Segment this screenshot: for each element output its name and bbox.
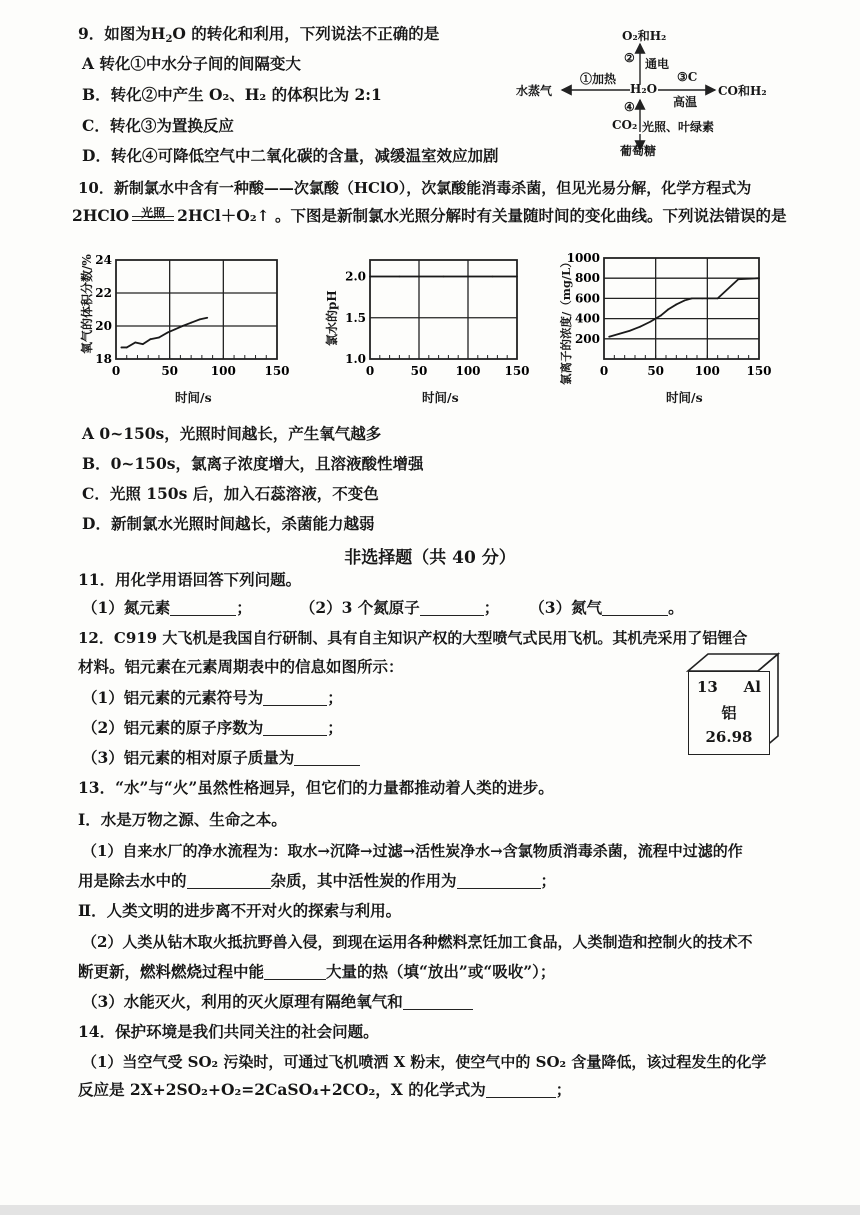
diagram-right: CO和H₂ xyxy=(718,84,767,98)
q10-line2-text: 。下图是新制氯水光照分解时有关量随时间的变化曲线。下列说法错误的是 xyxy=(275,206,787,225)
element-number: 13 xyxy=(697,678,718,696)
q10-line1: 10．新制氯水中含有一种酸——次氯酸（HClO），次氯酸能消毒杀菌，但见光易分解，化学方程式为 xyxy=(78,179,752,197)
element-name: 铝 xyxy=(721,704,737,722)
diagram-n2: ② xyxy=(624,51,635,65)
q11-part2-label: （2）3 个氮原子 xyxy=(299,598,420,617)
q9-stem: 9．如图为$H_2O$ 的转化和利用，下列说法不正确的是 xyxy=(78,24,440,45)
q13-blank-4[interactable] xyxy=(403,994,473,1010)
chart-xtick-label: 50 xyxy=(647,364,665,378)
q12-part2: （2）铝元素的原子序数为 ； xyxy=(82,718,343,737)
q10-option-d: D．新制氯水光照时间越长，杀菌能力越弱 xyxy=(82,514,375,533)
diagram-left: 水蒸气 xyxy=(516,84,553,98)
q13-section-1: Ⅰ．水是万物之源、生命之本。 xyxy=(78,810,287,829)
chart-data-point xyxy=(691,298,693,300)
chart-ytick-label: 400 xyxy=(574,311,600,326)
diagram-elec: 通电 xyxy=(645,57,670,71)
chart-ytick-label: 800 xyxy=(574,271,600,286)
q13-part2-line2: 断更新，燃料燃烧过程中能 大量的热（填“放出”或“吸收”）； xyxy=(78,962,556,981)
q12-line1: 12．C919 大飞机是我国自行研制、具有自主知识产权的大型喷气式民用飞机。其机壳采用了铝锂合 xyxy=(78,629,748,647)
eq-left: 2HClO xyxy=(72,206,130,225)
q13-part2-line1: （2）人类从钻木取火抵抗野兽入侵，到现在运用各种燃料烹饪加工食品，人类制造和控制火的技术不 xyxy=(82,933,753,951)
q12-part3: （3）铝元素的相对原子质量为 xyxy=(82,748,360,768)
q13-blank-2[interactable] xyxy=(457,873,541,889)
q9-option-b: B．转化②中产生 O₂、H₂ 的体积比为 2:1 xyxy=(82,85,382,104)
chart-oxygen-svg xyxy=(0,0,860,420)
diagram-top: O₂和H₂ xyxy=(622,29,667,43)
q13-blank-3[interactable] xyxy=(264,964,326,980)
chart-data-point xyxy=(443,276,445,278)
chart-xtick-label: 100 xyxy=(694,364,720,378)
chart-data-point xyxy=(182,325,184,327)
q11-blank-3[interactable] xyxy=(602,600,668,616)
diagram-co2: CO₂ xyxy=(612,118,638,132)
diagram-light: 光照、叶绿素 xyxy=(642,120,715,134)
chart-xtick-label: 100 xyxy=(455,364,481,378)
q13-part3: （3）水能灭火，利用的灭火原理有隔绝氧气和 xyxy=(82,992,473,1012)
chart-data-point xyxy=(399,276,401,278)
chart-ytick-label: 20 xyxy=(95,319,112,333)
element-symbol: Al xyxy=(743,678,761,696)
diagram-high-temp: 高温 xyxy=(673,95,698,109)
element-card-aluminum xyxy=(688,671,770,755)
q11-stem: 11．用化学用语回答下列问题。 xyxy=(78,570,302,589)
diagram-center: H₂O xyxy=(630,82,658,96)
chart-ytick-label: 200 xyxy=(574,331,600,346)
chart-data-point xyxy=(701,298,703,300)
chart-ytick-label: 2.0 xyxy=(345,269,366,284)
chart-data-point xyxy=(418,276,420,278)
page-bottom-edge xyxy=(0,1205,860,1215)
chart-series-line xyxy=(121,318,207,348)
element-mass: 26.98 xyxy=(705,728,753,746)
q11-blank-2[interactable] xyxy=(420,600,484,616)
chart-data-point xyxy=(467,276,469,278)
chart-data-point xyxy=(199,319,201,321)
chart-data-point xyxy=(492,276,494,278)
chart-oxygen-ylabel: 氧气的体积分数/% xyxy=(80,254,94,354)
q13-section-2: Ⅱ．人类文明的进步离不开对火的探索与利用。 xyxy=(78,901,402,920)
chart-ph-ylabel: 氯水的pH xyxy=(325,290,339,346)
chart-xtick-label: 150 xyxy=(264,364,290,378)
q12-line2: 材料。铝元素在元素周期表中的信息如图所示： xyxy=(78,657,404,676)
diagram-n4: ④ xyxy=(624,100,635,114)
chart-data-point xyxy=(650,321,652,323)
chart-chloride-xlabel: 时间/s xyxy=(666,390,703,405)
chart-xtick-label: 50 xyxy=(161,364,179,378)
q14-part1-line2: 反应是 2X+2SO₂+O₂=2CaSO₄+2CO₂，X 的化学式为 ； xyxy=(78,1080,572,1099)
chart-data-point xyxy=(667,309,669,311)
q11-part3-label: （3）氮气 xyxy=(529,598,603,617)
chart-data-point xyxy=(174,328,176,330)
section-title: 非选择题（共 40 分） xyxy=(344,548,516,568)
q9-option-a: A 转化①中水分子间的间隔变大 xyxy=(82,54,301,73)
chart-xtick-label: 0 xyxy=(111,364,121,378)
chart-data-point xyxy=(608,336,610,338)
chart-data-point xyxy=(158,337,160,339)
chart-ph-xlabel: 时间/s xyxy=(422,390,459,405)
chart-xtick-label: 150 xyxy=(746,364,772,378)
chart-xtick-label: 0 xyxy=(365,364,375,378)
q10-option-a: A 0~150s，光照时间越长，产生氧气越多 xyxy=(82,424,382,443)
chart-data-point xyxy=(660,315,662,317)
chart-data-point xyxy=(190,322,192,324)
q14-blank-1[interactable] xyxy=(486,1082,556,1098)
chart-data-point xyxy=(639,326,641,328)
q12-blank-2[interactable] xyxy=(263,720,327,736)
diagram-n3: ③C xyxy=(677,70,698,84)
eq-condition: 光照 xyxy=(141,206,166,220)
q10-option-b: B．0~150s，氯离子浓度增大，且溶液酸性增强 xyxy=(82,454,424,473)
diagram-n1: ①加热 xyxy=(580,72,617,86)
chart-xtick-label: 0 xyxy=(599,364,609,378)
chart-ytick-label: 1.0 xyxy=(345,352,366,366)
q9-option-d: D．转化④可降低空气中二氧化碳的含量，减缓温室效应加剧 xyxy=(82,146,499,165)
chart-ytick-label: 22 xyxy=(95,286,112,300)
chart-data-point xyxy=(629,330,631,332)
chart-xtick-label: 100 xyxy=(210,364,236,378)
chart-data-point xyxy=(167,332,169,334)
q12-part1: （1）铝元素的元素符号为 ； xyxy=(82,688,343,707)
chart-frame xyxy=(604,258,759,359)
chart-data-point xyxy=(126,347,128,349)
chart-data-point xyxy=(149,338,151,340)
q11-part1-label: （1）氮元素 xyxy=(82,598,171,617)
q14-part1-line1: （1）当空气受 SO₂ 污染时，可通过飞机喷洒 X 粉末，使空气中的 SO₂ 含量降低，该过程发生的化学 xyxy=(82,1053,767,1071)
chart-chloride-ylabel: 氯离子的浓度/（mg/L） xyxy=(559,256,573,385)
chart-data-point xyxy=(717,298,719,300)
chart-data-point xyxy=(134,342,136,344)
chart-data-point xyxy=(120,347,122,349)
chart-ytick-label: 600 xyxy=(574,291,600,306)
q9-option-c: C．转化③为置换反应 xyxy=(82,116,234,135)
diagram-bottom: 葡萄糖 xyxy=(620,144,657,158)
chart-ytick-label: 18 xyxy=(95,352,112,366)
q14-stem: 14．保护环境是我们共同关注的社会问题。 xyxy=(78,1022,379,1041)
chart-data-point xyxy=(737,278,739,280)
q13-part1-line1: （1）自来水厂的净水流程为：取水→沉降→过滤→活性炭净水→含氯物质消毒杀菌，流程中过滤的作 xyxy=(82,842,743,860)
q13-blank-1[interactable] xyxy=(187,873,271,889)
chart-data-point xyxy=(142,343,144,345)
chart-xtick-label: 150 xyxy=(504,364,530,378)
q13-part1-line2: 用是除去水中的 杂质，其中活性炭的作用为 ； xyxy=(78,871,557,890)
chart-data-point xyxy=(369,276,371,278)
chart-ytick-label: 1000 xyxy=(566,251,600,265)
chart-data-point xyxy=(758,277,760,279)
chart-data-point xyxy=(684,300,686,302)
chart-data-point xyxy=(516,276,518,278)
chart-frame xyxy=(370,260,517,359)
q11-parts: （1）氮元素 ； （2）3 个氮原子 ； （3）氮气 。 xyxy=(82,598,684,617)
q13-stem: 13．“水”与“火”虽然性格迥异，但它们的力量都推动着人类的进步。 xyxy=(78,778,554,797)
chart-xtick-label: 50 xyxy=(410,364,428,378)
q12-blank-1[interactable] xyxy=(263,690,327,706)
chart-ytick-label: 24 xyxy=(95,253,112,267)
chart-oxygen-xlabel: 时间/s xyxy=(175,390,212,405)
chart-series-line xyxy=(609,278,759,337)
q10-option-c: C．光照 150s 后，加入石蕊溶液，不变色 xyxy=(82,484,379,503)
eq-right: 2HCl＋O₂↑ xyxy=(177,206,270,225)
chart-data-point xyxy=(675,304,677,306)
chart-data-point xyxy=(619,333,621,335)
q11-blank-1[interactable] xyxy=(170,600,236,616)
chart-ytick-label: 1.5 xyxy=(345,310,366,325)
chart-data-point xyxy=(206,317,208,319)
q12-blank-3[interactable] xyxy=(294,750,360,766)
